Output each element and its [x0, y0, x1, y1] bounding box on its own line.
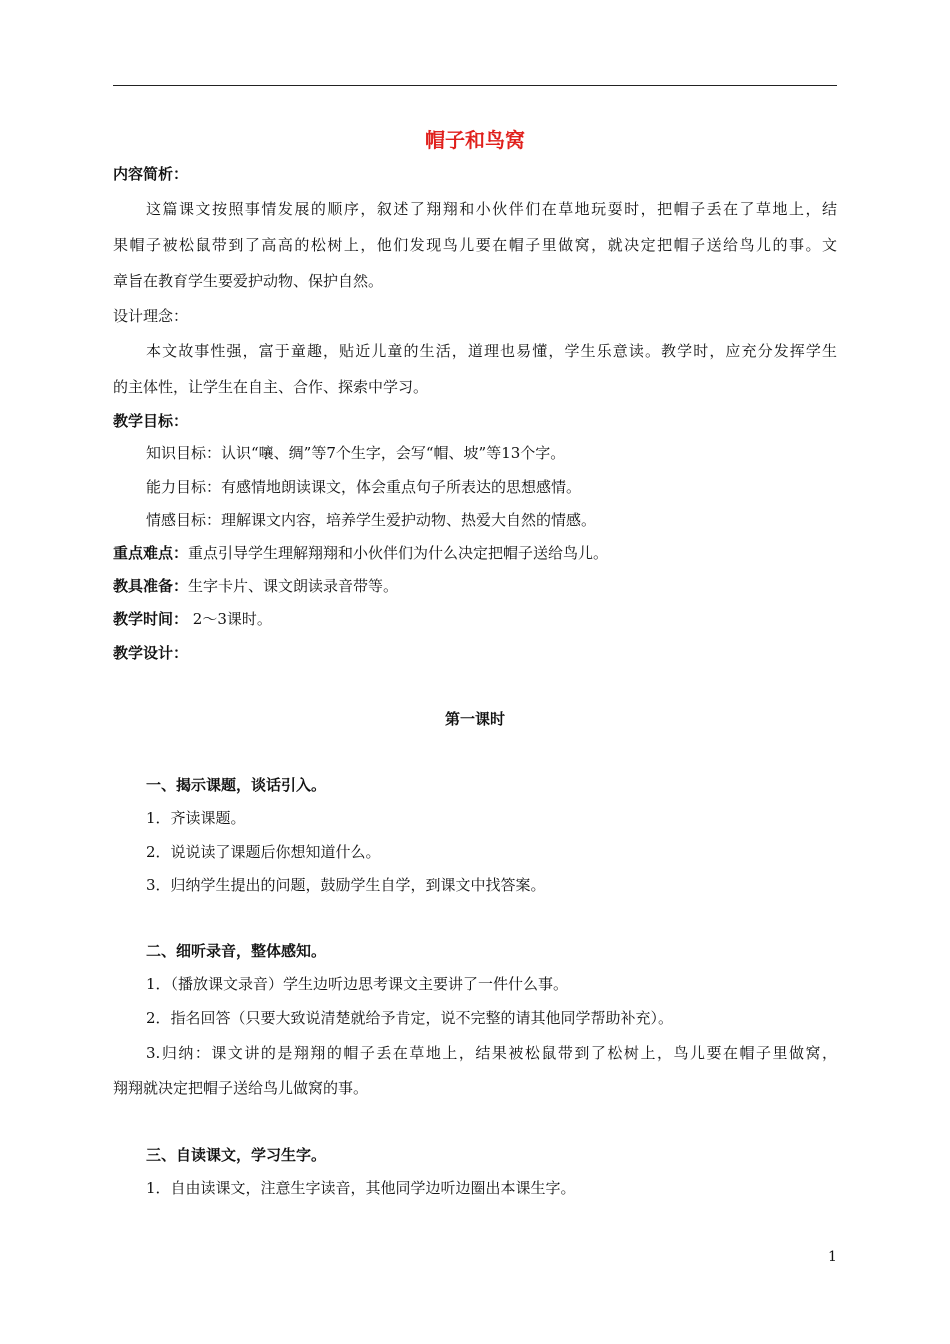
page-number: 1: [828, 1249, 837, 1265]
section-2-item-2: 2．指名回答（只要大致说清楚就给予肯定，说不完整的请其他同学帮助补充）。: [146, 1009, 674, 1027]
goals-heading: 教学目标：: [113, 412, 189, 430]
design-heading: 设计理念：: [113, 307, 189, 325]
content-line-3: 章旨在教育学生要爱护动物、保护自然。: [113, 272, 384, 290]
key-text: 重点引导学生理解翔翔和小伙伴们为什么决定把帽子送给鸟儿。: [188, 544, 609, 562]
section-3-heading: 三、自读课文，学习生字。: [146, 1146, 327, 1164]
time-text: 2～3课时。: [188, 610, 272, 628]
plan-heading: 教学设计：: [113, 644, 189, 662]
tools-label: 教具准备：: [113, 577, 189, 595]
content-line-1: 这篇课文按照事情发展的顺序，叙述了翔翔和小伙伴们在草地玩耍时，把帽子丢在了草地上，结: [146, 200, 837, 218]
design-line-2: 的主体性，让学生在自主、合作、探索中学习。: [113, 378, 429, 396]
key-points: [113, 543, 843, 563]
teaching-time: [113, 609, 843, 629]
section-2-item-3-cont: 翔翔就决定把帽子送给鸟儿做窝的事。: [113, 1079, 369, 1097]
teaching-tools: [113, 576, 843, 596]
section-1-item-2: 2．说说读了课题后你想知道什么。: [146, 843, 381, 861]
tools-text: 生字卡片、课文朗读录音带等。: [188, 577, 399, 595]
lesson-title: 第一课时: [444, 710, 505, 728]
time-label: 教学时间：: [113, 610, 189, 628]
header-rule: [113, 85, 837, 86]
goal-emotion: 情感目标：理解课文内容，培养学生爱护动物、热爱大自然的情感。: [146, 511, 597, 529]
goal-ability: 能力目标：有感情地朗读课文，体会重点句子所表达的思想感情。: [146, 478, 582, 496]
section-1-heading: 一、揭示课题，谈话引入。: [146, 776, 327, 794]
section-2-item-1: 1．（播放课文录音）学生边听边思考课文主要讲了一件什么事。: [146, 975, 569, 993]
section-1-item-3: 3．归纳学生提出的问题，鼓励学生自学，到课文中找答案。: [146, 876, 546, 894]
section-1-item-1: 1．齐读课题。: [146, 809, 246, 827]
section-2-heading: 二、细听录音，整体感知。: [146, 942, 327, 960]
section-3-item-1: 1．自由读课文，注意生字读音，其他同学边听边圈出本课生字。: [146, 1179, 576, 1197]
document-title: 帽子和鸟窝: [425, 128, 525, 152]
section-2-item-3: 3.归纳：课文讲的是翔翔的帽子丢在草地上，结果被松鼠带到了松树上，鸟儿要在帽子里做窝，: [146, 1044, 837, 1062]
key-label: 重点难点：: [113, 544, 189, 562]
design-line-1: 本文故事性强，富于童趣，贴近儿童的生活，道理也易懂，学生乐意读。教学时，应充分发挥学生: [146, 342, 837, 360]
content-heading: 内容简析：: [113, 165, 189, 183]
goal-knowledge: 知识目标：认识“嚷、绸”等7个生字，会写“帽、坡”等13个字。: [146, 444, 566, 462]
content-line-2: 果帽子被松鼠带到了高高的松树上，他们发现鸟儿要在帽子里做窝，就决定把帽子送给鸟儿的事。文: [113, 236, 837, 254]
